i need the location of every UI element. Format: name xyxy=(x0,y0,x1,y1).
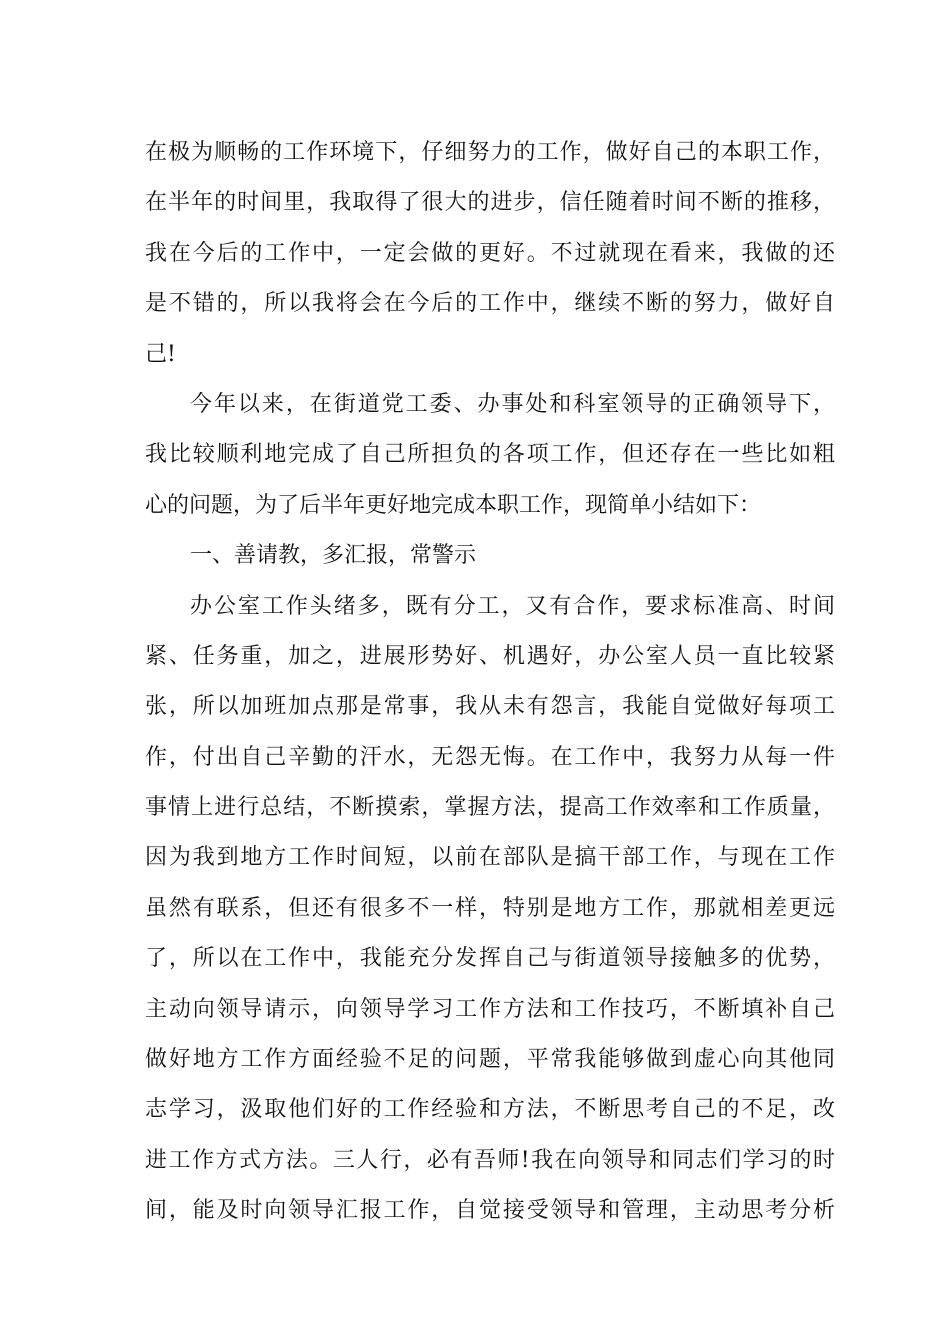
text-line: 主动向领导请示，向领导学习工作方法和工作技巧，不断填补自己 xyxy=(145,996,835,1022)
text-line: 作，付出自己辛勤的汗水，无怨无悔。在工作中，我努力从每一件 xyxy=(145,744,835,770)
text-line: 一、善请教，多汇报，常警示 xyxy=(190,543,477,569)
text-line: 虽然有联系，但还有很多不一样，特别是地方工作，那就相差更远 xyxy=(145,895,835,921)
text-line: 张，所以加班加点那是常事，我从未有怨言，我能自觉做好每项工 xyxy=(145,694,835,720)
text-line: 因为我到地方工作时间短，以前在部队是搞干部工作，与现在工作 xyxy=(145,845,835,871)
text-line: 做好地方工作方面经验不足的问题，平常我能够做到虚心向其他同 xyxy=(145,1047,835,1073)
text-line: 在极为顺畅的工作环境下，仔细努力的工作，做好自己的本职工作， xyxy=(145,140,835,165)
text-line: 紧、任务重，加之，进展形势好、机遇好，办公室人员一直比较紧 xyxy=(145,643,835,669)
text-line: 心的问题，为了后半年更好地完成本职工作，现简单小结如下： xyxy=(145,492,762,518)
text-line: 办公室工作头绪多，既有分工，又有合作，要求标准高、时间 xyxy=(190,593,835,619)
document-body xyxy=(145,128,835,1237)
text-line: 进工作方式方法。三人行，必有吾师!我在向领导和同志们学习的时 xyxy=(145,1147,835,1173)
text-line: 了，所以在工作中，我能充分发挥自己与街道领导接触多的优势， xyxy=(145,946,835,972)
text-line: 在半年的时间里，我取得了很大的进步，信任随着时间不断的推移， xyxy=(145,190,835,216)
text-line: 事情上进行总结，不断摸索，掌握方法，提高工作效率和工作质量， xyxy=(145,795,835,821)
text-line: 今年以来，在街道党工委、办事处和科室领导的正确领导下， xyxy=(190,391,835,417)
text-line: 我比较顺利地完成了自己所担负的各项工作，但还存在一些比如粗 xyxy=(145,442,835,468)
text-line: 间，能及时向领导汇报工作，自觉接受领导和管理，主动思考分析 xyxy=(145,1198,835,1224)
text-line: 志学习，汲取他们好的工作经验和方法，不断思考自己的不足，改 xyxy=(145,1097,835,1123)
text-line: 己! xyxy=(145,341,176,367)
text-line: 我在今后的工作中，一定会做的更好。不过就现在看来，我做的还 xyxy=(145,240,835,266)
text-line: 是不错的，所以我将会在今后的工作中，继续不断的努力，做好自 xyxy=(145,291,835,317)
